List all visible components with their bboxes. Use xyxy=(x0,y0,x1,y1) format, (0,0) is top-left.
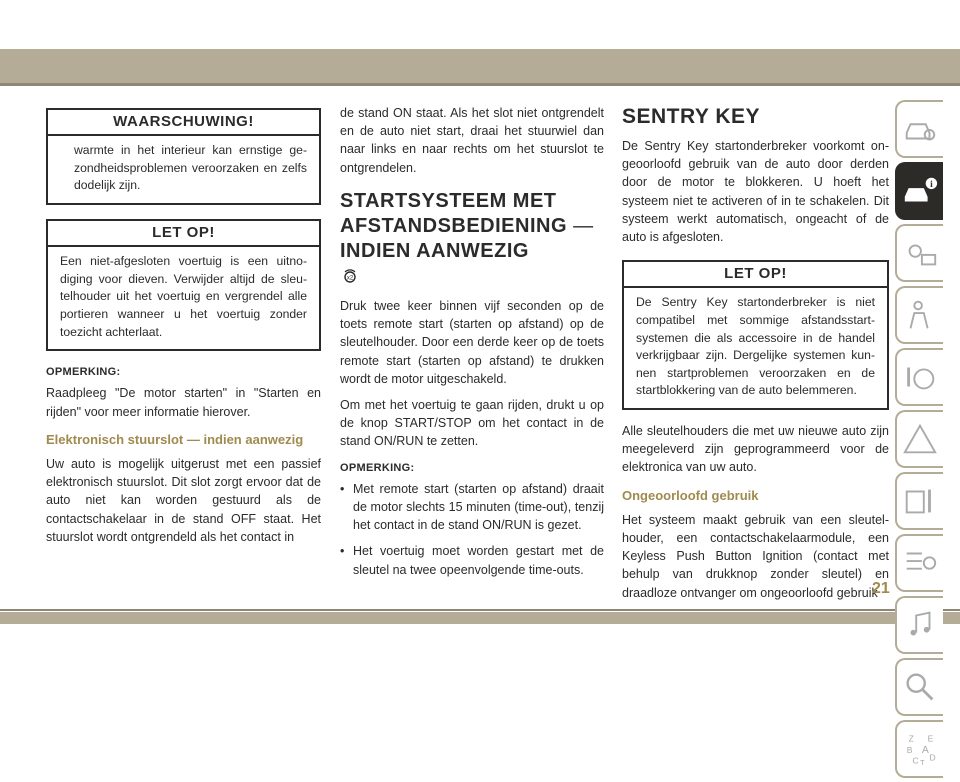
list-item: • Met remote start (starten op afstand) draait de motor slechts 15 minuten (time-out), tenzij het contact in de stand ON/RUN is gezet. xyxy=(340,481,604,533)
wrench-icon xyxy=(901,482,939,520)
heading-line: INDIEN AANWEZIG xyxy=(340,239,529,262)
top-band xyxy=(0,49,960,83)
note-text: Raadpleeg "De motor starten" in "Starten en rijden" voor meer informatie hierover. xyxy=(46,386,321,419)
seatbelt-icon xyxy=(901,296,939,334)
caution-title: LET OP! xyxy=(48,221,319,247)
remote-start-icon xyxy=(342,268,358,284)
car-search-icon xyxy=(901,110,939,148)
section-heading: Elektronisch stuurslot — indien aanwezig xyxy=(46,431,304,447)
svg-text:x2: x2 xyxy=(346,275,354,282)
svg-text:A: A xyxy=(921,744,929,756)
chapter-tabs xyxy=(895,100,945,782)
tab-safety[interactable] xyxy=(895,286,943,344)
bottom-band xyxy=(0,612,960,624)
paragraph: de stand ON staat. Als het slot niet ontgrendelt en de auto niet start, draai het stuurwiel dan naar links en naar rechts om het stuurslot te ontgrendelen. xyxy=(340,106,604,175)
paragraph: Om met het voertuig te gaan rijden, drukt u op de knop START/STOP om het contact in de stand ON/RUN te zetten. xyxy=(340,398,604,449)
subheading: Ongeoorloofd gebruik xyxy=(622,487,759,503)
alphabet-index-icon xyxy=(901,730,939,768)
tab-vehicle-overview[interactable] xyxy=(895,100,943,158)
tab-index[interactable] xyxy=(895,720,943,778)
paragraph: Het systeem maakt gebruik van een sleutelhouder, een contactschakelaarmodule, een Keyless Push Button Ignition (contact met behulp van drukknop zonder sleutel) en draadloze ontvanger om ongeoorloofd gebruik xyxy=(622,512,889,600)
paragraph: De Sentry Key startonderbreker voorkomt ongeoorloofd gebruik van de auto door derden door de motor te blokkeren. U hoeft het systeem niet te activeren of in te schakelen. Dit systeem werkt automatisch, ongeacht of de auto is afgesloten. xyxy=(622,139,889,245)
column-1 xyxy=(46,108,321,554)
svg-text:i: i xyxy=(930,180,933,191)
tab-emergency[interactable] xyxy=(895,410,943,468)
tab-driving[interactable] xyxy=(895,348,943,406)
warning-body: warmte in het interieur kan ernstige gezondheidsproblemen veroorzaken en zelfs dodelijk zijn. xyxy=(74,143,307,193)
car-info-icon xyxy=(901,172,939,210)
caution-box xyxy=(622,260,889,410)
column-2 xyxy=(340,104,604,587)
heading-line: AFSTANDSBEDIENING — xyxy=(340,214,594,237)
tab-multimedia[interactable] xyxy=(895,596,943,654)
svg-text:C: C xyxy=(912,755,919,766)
paragraph: Druk twee keer binnen vijf seconden op de toets remote start (starten op afstand) op de sleutelhouder. Door een derde keer op de toets remote start (starten op afstand) te drukken wordt de motor uitgeschakeld. xyxy=(340,299,604,386)
caution-title: LET OP! xyxy=(624,262,887,288)
warning-title: WAARSCHUWING! xyxy=(48,110,319,136)
note-label: OPMERKING: xyxy=(46,366,121,379)
svg-text:B: B xyxy=(906,744,913,755)
music-note-icon xyxy=(901,606,939,644)
page-number: 21 xyxy=(872,580,890,597)
tab-dashboard[interactable] xyxy=(895,224,943,282)
paragraph: Alle sleutelhouders die met uw nieuwe auto zijn meegeleverd zijn geprogrammeerd voor de elektronica van uw auto. xyxy=(622,423,889,475)
warning-box xyxy=(46,108,321,205)
column-3 xyxy=(622,104,889,610)
checklist-gear-icon xyxy=(901,544,939,582)
list-item: • Het voertuig moet worden gestart met de sleutel na twee opeenvolgende time-outs. xyxy=(340,544,604,577)
tab-customer-assistance[interactable] xyxy=(895,658,943,716)
hazard-triangle-icon xyxy=(901,420,939,458)
tab-specifications[interactable] xyxy=(895,534,943,592)
tab-maintenance[interactable] xyxy=(895,472,943,530)
caution-body: Een niet-afgesloten voertuig is een uitnodiging voor dieven. Verwijder altijd de sleutelhouder uit het voertuig en vergrendel alle portieren wanneer u het voertuig zonder toezicht achterlaat. xyxy=(60,254,307,339)
svg-text:T: T xyxy=(920,758,925,768)
warning-lights-icon xyxy=(901,234,939,272)
steering-wheel-icon xyxy=(901,358,939,396)
paragraph: Uw auto is mogelijk uitgerust met een passief elektronisch stuurslot. Dit slot zorgt ervoor dat de auto niet kan worden gestuurd als de contactschakelaar in de stand OFF staat. Het stuurslot wordt ontgrendeld als het contact in xyxy=(46,456,321,544)
svg-text:D: D xyxy=(929,752,936,763)
svg-text:E: E xyxy=(927,733,934,744)
svg-text:Z: Z xyxy=(908,733,914,744)
section-heading xyxy=(340,189,604,264)
heading-line: STARTSYSTEEM MET xyxy=(340,189,557,212)
magnifier-icon xyxy=(901,668,939,706)
caution-box xyxy=(46,219,321,351)
section-heading: SENTRY KEY xyxy=(622,105,761,128)
note-label: OPMERKING: xyxy=(340,461,415,474)
caution-body: De Sentry Key startonderbreker is niet compatibel met sommige afstandsstartsystemen die als accessoire in de handel verkrijgbaar zijn. Dergelijke systemen kunnen startproblemen veroorzaken en de startblokkering van de auto belemmeren. xyxy=(636,295,875,398)
tab-getting-to-know[interactable] xyxy=(895,162,943,220)
